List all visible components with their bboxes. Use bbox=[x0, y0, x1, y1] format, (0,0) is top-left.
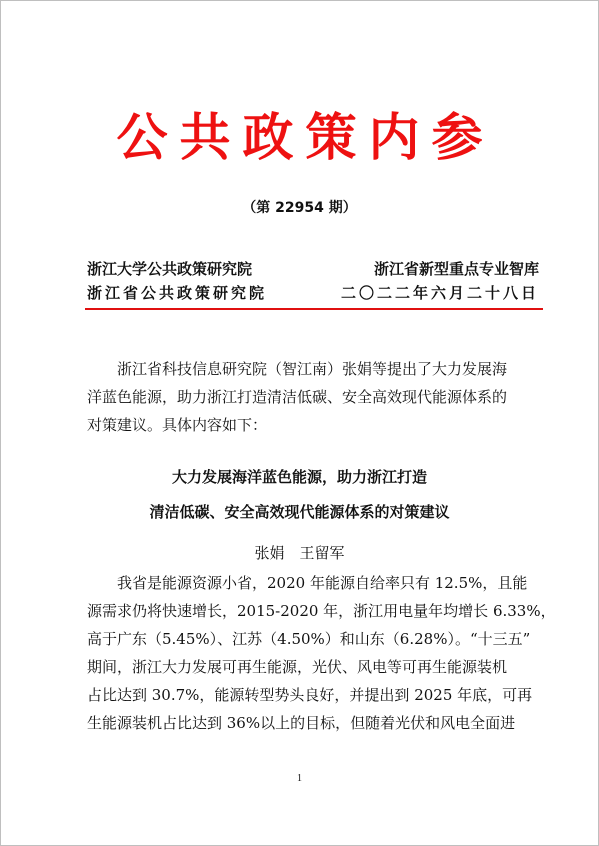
body-line: 期间，浙江大力发展可再生能源，光伏、风电等可再生能源装机 bbox=[87, 658, 508, 676]
article-title-line-1: 大力发展海洋蓝色能源，助力浙江打造 bbox=[171, 468, 427, 486]
issue-date: 二〇二二年六月二十八日 bbox=[340, 284, 539, 302]
intro-line: 洋蓝色能源，助力浙江打造清洁低碳、安全高效现代能源体系的 bbox=[87, 388, 508, 406]
article-title-line-2: 清洁低碳、安全高效现代能源体系的对策建议 bbox=[149, 503, 450, 521]
org-name-zju: 浙江大学公共政策研究院 bbox=[87, 260, 253, 278]
body-line: 我省是能源资源小省，2020 年能源自给率只有 12.5%，且能 bbox=[117, 574, 528, 592]
body-line: 占比达到 30.7%，能源转型势头良好，并提出到 2025 年底，可再 bbox=[87, 686, 533, 704]
body-line: 源需求仍将快速增长，2015-2020 年，浙江用电量年均增长 6.33%， bbox=[87, 602, 556, 620]
body-line: 生能源装机占比达到 36%以上的目标，但随着光伏和风电全面进 bbox=[87, 714, 516, 732]
think-tank-label: 浙江省新型重点专业智库 bbox=[373, 260, 539, 278]
header-row-2 bbox=[87, 282, 539, 303]
body-paragraph bbox=[87, 569, 556, 737]
masthead-title: 公共政策内参 bbox=[116, 108, 495, 168]
article-authors: 张娟 王留军 bbox=[254, 544, 345, 562]
org-name-province: 浙江省公共政策研究院 bbox=[87, 284, 268, 302]
header-row-1 bbox=[87, 258, 539, 279]
intro-paragraph bbox=[87, 355, 527, 439]
header-divider bbox=[85, 308, 543, 310]
page-number: 1 bbox=[297, 773, 302, 784]
issue-number: （第 22954 期） bbox=[242, 200, 357, 216]
intro-line: 对策建议。具体内容如下： bbox=[87, 416, 268, 434]
intro-line: 浙江省科技信息研究院（智江南）张娟等提出了大力发展海 bbox=[117, 360, 508, 378]
body-line: 高于广东（5.45%）、江苏（4.50%）和山东（6.28%）。“十三五” bbox=[87, 630, 531, 648]
